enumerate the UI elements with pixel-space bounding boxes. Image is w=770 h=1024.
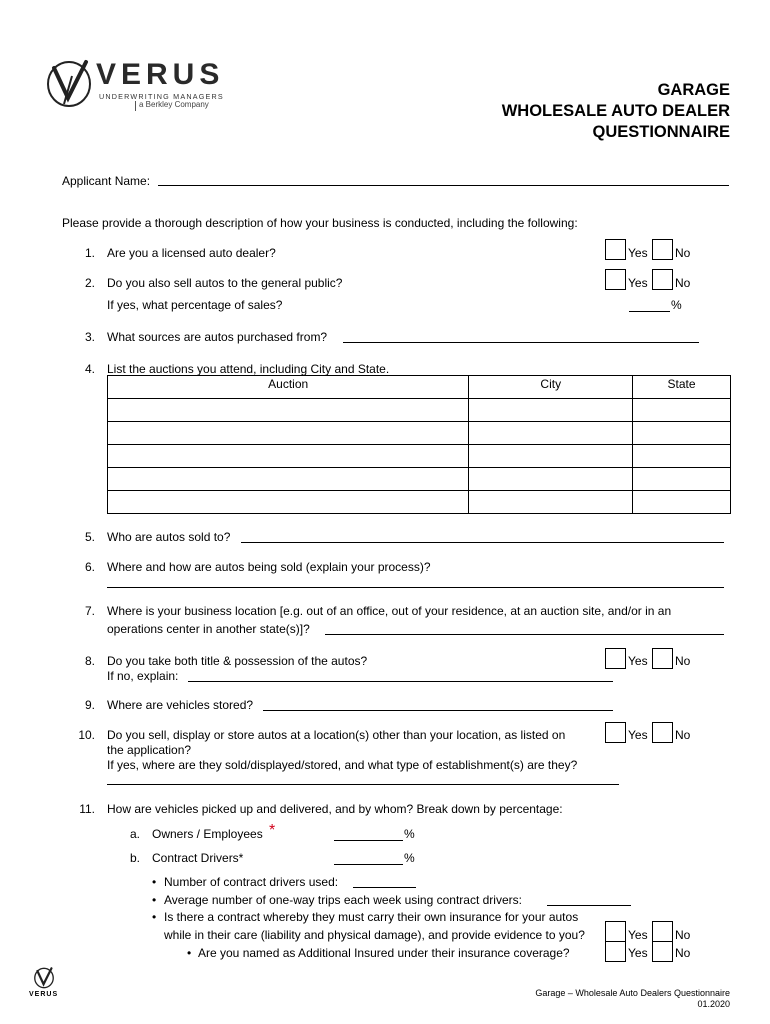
bullet3-yes-label: Yes [628,928,648,942]
bullet1-text: Number of contract drivers used: [164,875,339,889]
document-title [502,80,730,143]
auction-cell[interactable] [108,445,469,468]
q2-followup-text: If yes, what percentage of sales? [107,298,283,312]
sub-bullet-dot-icon: • [187,946,192,960]
state-cell[interactable] [633,399,731,422]
q11a-text: Owners / Employees [152,827,263,841]
bullet2-answer-field[interactable] [547,905,631,906]
city-header: City [469,376,633,399]
q7-text-line1: Where is your business location [e.g. out of an office, out of your residence, at an auction site, and/or in an [107,604,672,618]
q9-answer-field[interactable] [263,710,613,711]
bullet2-text: Average number of one-way trips each week using contract drivers: [164,893,522,907]
bullet3-no-checkbox[interactable] [652,921,673,942]
q10-text-line3: If yes, where are they sold/displayed/stored, and what type of establishment(s) are they? [107,758,578,772]
applicant-label: Applicant Name: [62,174,151,188]
bullet4-no-checkbox[interactable] [652,941,673,962]
bullet3-yes-checkbox[interactable] [605,921,626,942]
q7-text-line2: operations center in another state(s)]? [107,622,310,636]
q9-text: Where are vehicles stored? [107,698,254,712]
q1-no-checkbox[interactable] [652,239,673,260]
q2-percent-sign: % [671,298,682,312]
q1-no-label: No [675,246,691,260]
table-row [108,422,731,445]
q11b-label: b. [130,851,141,865]
q10-number: 10. [78,728,95,742]
auction-cell[interactable] [108,468,469,491]
title-line1: GARAGE [657,81,730,99]
bullet4-text: Are you named as Additional Insured under their insurance coverage? [198,946,570,960]
q1-number: 1. [84,246,95,260]
title-line2: WHOLESALE AUTO DEALER [501,102,730,120]
bullet1-answer-field[interactable] [353,887,416,888]
bullet-dot-icon: • [152,910,157,924]
q6-text: Where and how are autos being sold (explain your process)? [107,560,431,574]
q9-number: 9. [84,698,95,712]
q11b-percentage-field[interactable] [334,864,403,865]
q10-text-line2: the application? [107,743,192,757]
state-cell[interactable] [633,445,731,468]
auction-table [107,375,731,514]
q4-number: 4. [84,362,95,376]
logo-sub1: UNDERWRITING MANAGERS [99,92,224,101]
q10-no-checkbox[interactable] [652,722,673,743]
q8-no-checkbox[interactable] [652,648,673,669]
q2-text: Do you also sell autos to the general public? [107,276,343,290]
city-cell[interactable] [469,399,633,422]
q2-yes-label: Yes [628,276,648,290]
q4-text: List the auctions you attend, including City and State. [107,362,390,376]
logo-brand: VERUS [96,58,225,91]
q2-no-checkbox[interactable] [652,269,673,290]
q11-number: 11. [79,802,95,816]
q7-number: 7. [84,604,95,618]
q11-text: How are vehicles picked up and delivered, and by whom? Break down by percentage: [107,802,563,816]
title-line3: QUESTIONNAIRE [592,123,730,141]
q11a-percent-sign: % [404,827,415,841]
bullet4-yes-label: Yes [628,946,648,960]
intro-text: Please provide a thorough description of how your business is conducted, including the following: [62,216,578,230]
q8-no-label: No [675,654,691,668]
q11a-percentage-field[interactable] [334,840,403,841]
q7-answer-field[interactable] [325,634,724,635]
q10-text-line1: Do you sell, display or store autos at a location(s) other than your location, as listed on [107,728,566,742]
q2-no-label: No [675,276,691,290]
q5-number: 5. [84,530,95,544]
q1-yes-checkbox[interactable] [605,239,626,260]
footer-title: Garage – Wholesale Auto Dealers Questionnaire [535,988,730,998]
q8-yes-checkbox[interactable] [605,648,626,669]
auction-cell[interactable] [108,491,469,514]
footer-date: 01.2020 [697,999,730,1009]
q1-yes-label: Yes [628,246,648,260]
q8-yes-label: Yes [628,654,648,668]
q11b-text: Contract Drivers* [152,851,244,865]
q5-text: Who are autos sold to? [107,530,231,544]
bullet3-no-label: No [675,928,691,942]
q10-yes-label: Yes [628,728,648,742]
city-cell[interactable] [469,468,633,491]
bullet-dot-icon: • [152,875,157,889]
table-row [108,399,731,422]
q2-number: 2. [84,276,95,290]
required-star: * [269,822,276,839]
auction-header: Auction [108,376,469,399]
q5-answer-field[interactable] [241,542,724,543]
q10-answer-field[interactable] [107,784,619,785]
q3-text: What sources are autos purchased from? [107,330,328,344]
q3-answer-field[interactable] [343,342,699,343]
q10-no-label: No [675,728,691,742]
q11a-label: a. [130,827,141,841]
verus-logo [44,56,234,116]
state-cell[interactable] [633,422,731,445]
q8-explain-field[interactable] [188,681,613,682]
q10-yes-checkbox[interactable] [605,722,626,743]
table-row [108,468,731,491]
q2-percentage-field[interactable] [629,311,670,312]
state-cell[interactable] [633,491,731,514]
bullet4-yes-checkbox[interactable] [605,941,626,962]
logo-sub2: a Berkley Company [139,100,209,109]
logo-divider [135,101,136,111]
bullet4-no-label: No [675,946,691,960]
q2-yes-checkbox[interactable] [605,269,626,290]
bullet3-text-line1: Is there a contract whereby they must carry their own insurance for your autos [164,910,579,924]
state-cell[interactable] [633,468,731,491]
q6-number: 6. [84,560,95,574]
footer-logo-mark-icon [33,966,55,990]
auction-cell[interactable] [108,422,469,445]
footer-logo-text: VERUS [29,991,59,998]
city-cell[interactable] [469,422,633,445]
footer-logo [28,966,60,1006]
q8-text: Do you take both title & possession of the autos? [107,654,368,668]
verus-logo-mark-icon [44,58,94,110]
q8-followup-text: If no, explain: [107,669,179,683]
state-header: State [633,376,731,399]
city-cell[interactable] [469,491,633,514]
table-row [108,445,731,468]
q11b-percent-sign: % [404,851,415,865]
bullet-dot-icon: • [152,893,157,907]
applicant-name-field[interactable] [158,185,729,186]
q1-text: Are you a licensed auto dealer? [107,246,276,260]
table-row [108,491,731,514]
auction-cell[interactable] [108,399,469,422]
bullet3-text-line2: while in their care (liability and physical damage), and provide evidence to you? [164,928,585,942]
q6-answer-field[interactable] [107,587,724,588]
q3-number: 3. [84,330,95,344]
q8-number: 8. [84,654,95,668]
city-cell[interactable] [469,445,633,468]
auction-table-header [108,376,731,399]
